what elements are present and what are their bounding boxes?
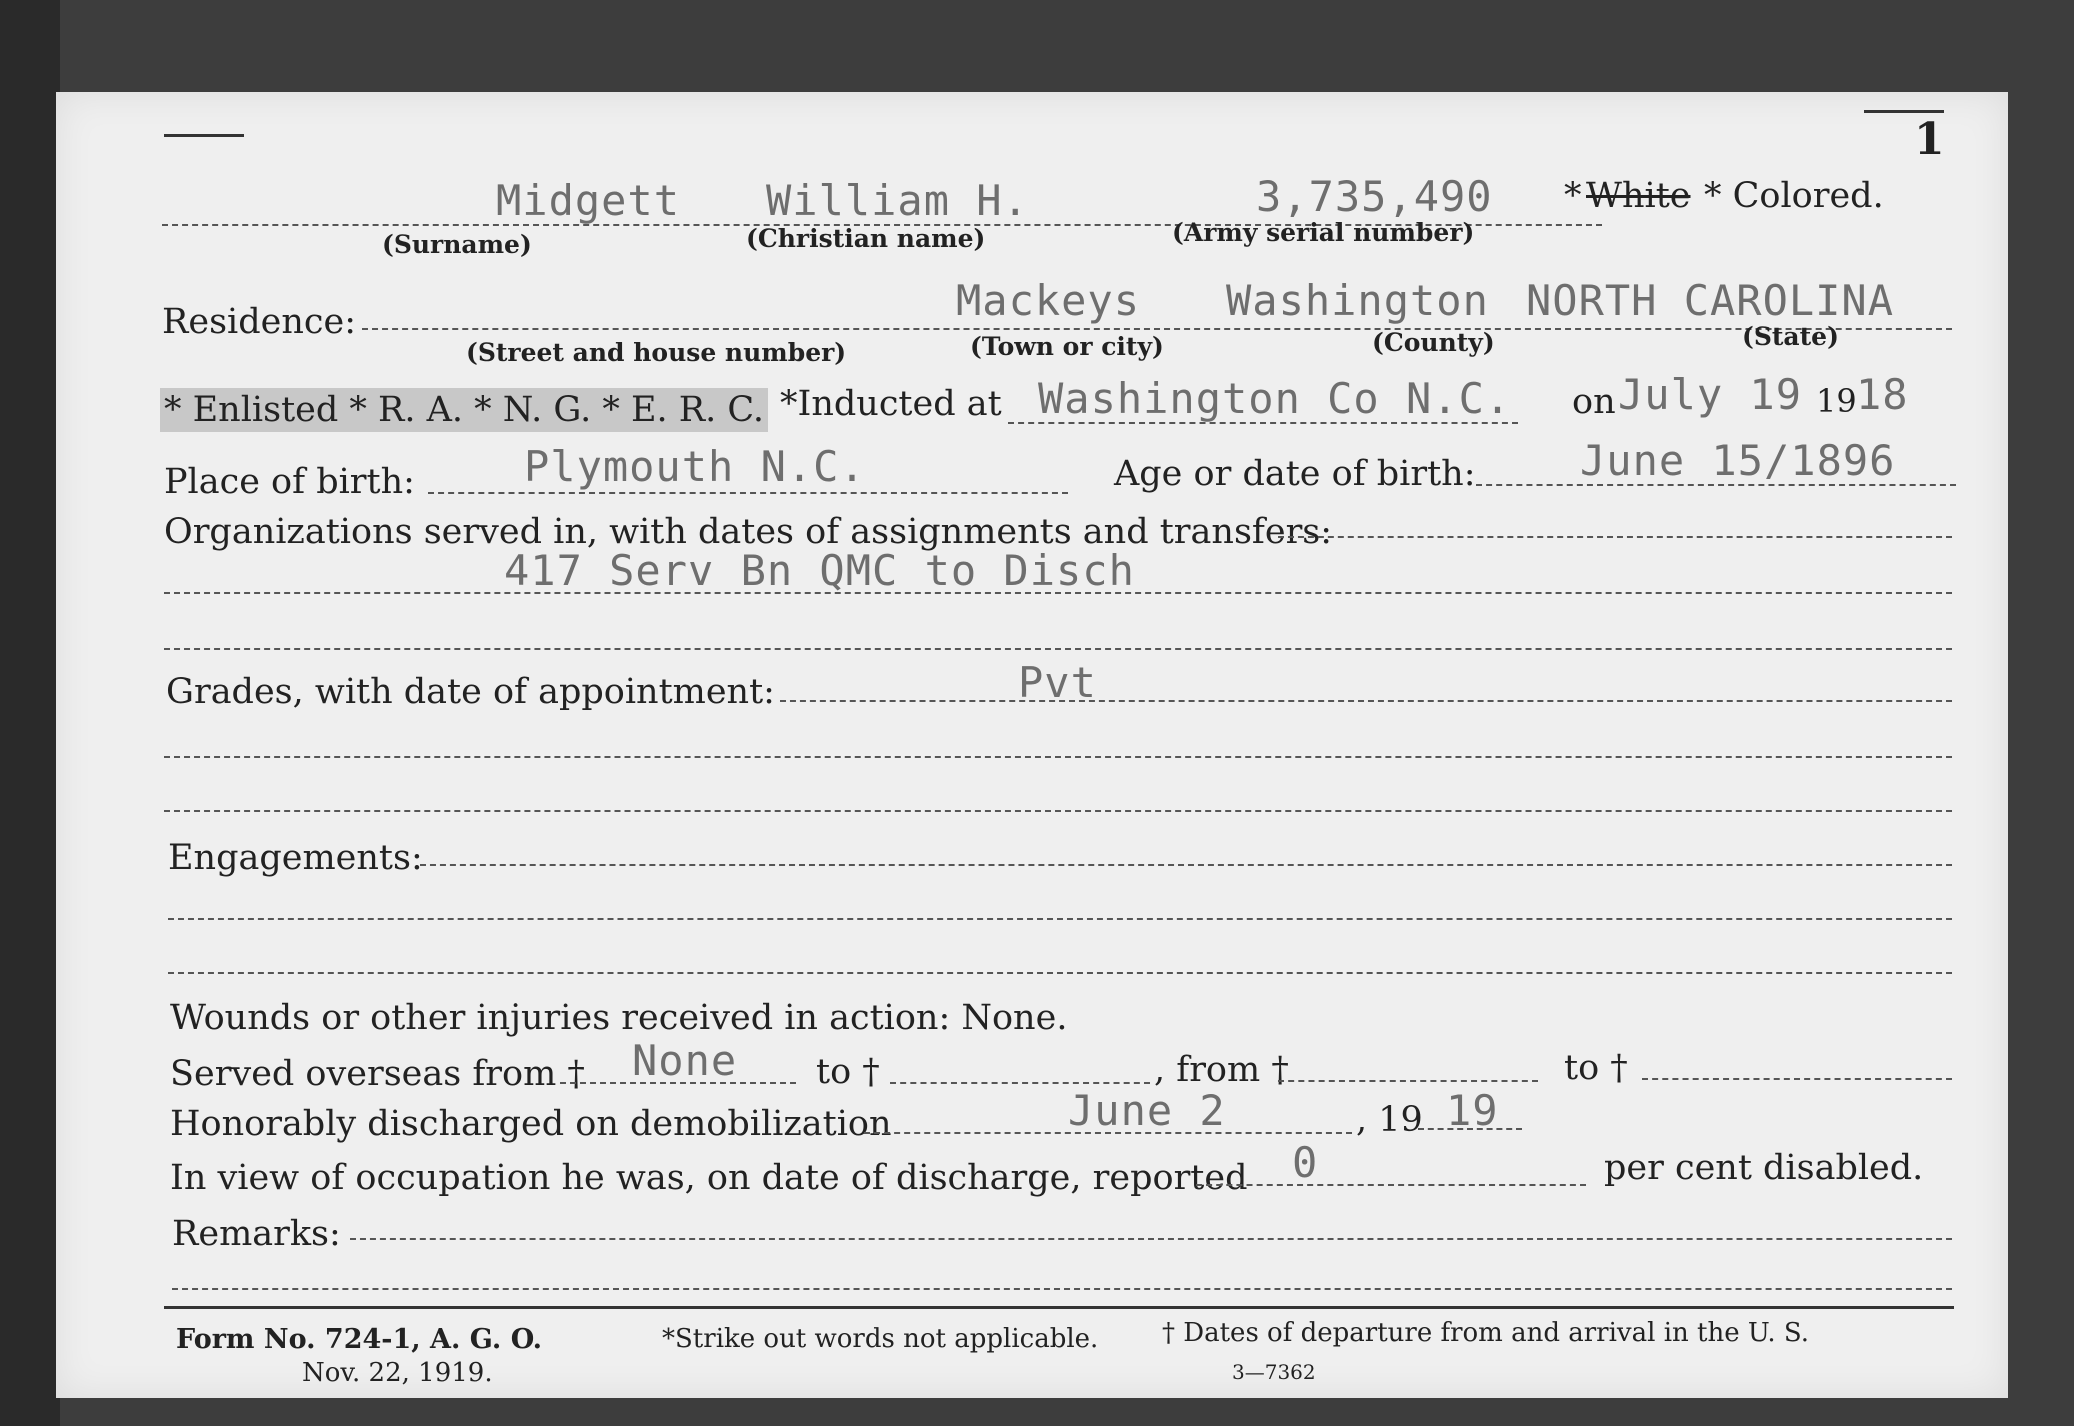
- disability-suffix: per cent disabled.: [1604, 1148, 1924, 1188]
- caption-street: (Street and house number): [466, 338, 847, 367]
- discharge-year: 19: [1446, 1086, 1499, 1135]
- residence-town: Mackeys: [956, 276, 1141, 325]
- overseas-to-label: to †: [816, 1052, 880, 1092]
- birthplace-line: [428, 492, 1068, 494]
- overseas-to2-line: [1642, 1078, 1952, 1080]
- overseas-from2-label: , from †: [1154, 1050, 1289, 1090]
- disability-line: [1196, 1184, 1586, 1186]
- race-white: White: [1586, 176, 1691, 216]
- inducted-label: *Inducted at: [780, 384, 1002, 424]
- overseas-label: Served overseas from †: [170, 1054, 585, 1094]
- discharge-year-label: , 19: [1356, 1100, 1423, 1140]
- caption-county: (County): [1372, 328, 1495, 357]
- strike-note: *Strike out words not applicable.: [662, 1324, 1099, 1354]
- inducted-year: 18: [1856, 370, 1909, 419]
- inducted-place: Washington Co N.C.: [1038, 374, 1512, 423]
- grades-value: Pvt: [1018, 658, 1097, 707]
- disability-value: 0: [1292, 1138, 1319, 1187]
- grades-line-1: [780, 700, 1952, 702]
- serial-value: 3,735,490: [1256, 172, 1493, 221]
- residence-line: [362, 328, 1952, 330]
- grades-label: Grades, with date of appointment:: [166, 672, 775, 712]
- birthdate-value: June 15/1896: [1580, 436, 1896, 485]
- dates-note: † Dates of departure from and arrival in the U. S.: [1162, 1318, 1810, 1348]
- print-code: 3—7362: [1232, 1360, 1316, 1384]
- on-label: on: [1572, 382, 1616, 422]
- engagements-label: Engagements:: [168, 838, 423, 878]
- caption-serial: (Army serial number): [1172, 218, 1475, 247]
- residence-state: NORTH CAROLINA: [1526, 276, 1895, 325]
- inducted-date: July 19: [1618, 370, 1803, 419]
- discharge-date: June 2: [1068, 1086, 1226, 1135]
- remarks-label: Remarks:: [172, 1214, 341, 1254]
- form-date: Nov. 22, 1919.: [302, 1358, 493, 1388]
- caption-state: (State): [1742, 322, 1839, 351]
- engagements-line-2: [168, 918, 1952, 920]
- surname-value: Midgett: [496, 176, 681, 225]
- residence-label: Residence:: [162, 302, 356, 342]
- caption-surname: (Surname): [382, 230, 532, 259]
- organizations-line-3: [164, 648, 1952, 650]
- scan-edge: [0, 0, 60, 1426]
- top-right-rule: [1864, 110, 1944, 113]
- grades-line-2: [164, 756, 1952, 758]
- record-card: [56, 92, 2008, 1398]
- organizations-line-1: [1278, 536, 1952, 538]
- caption-christian: (Christian name): [746, 224, 986, 253]
- overseas-from-value: None: [632, 1036, 738, 1085]
- engagements-line-1: [420, 864, 1952, 866]
- overseas-to2-label: to †: [1564, 1048, 1628, 1088]
- birthdate-label: Age or date of birth:: [1114, 454, 1476, 494]
- organizations-value: 417 Serv Bn QMC to Disch: [504, 546, 1135, 595]
- inducted-year-prefix: 19: [1816, 382, 1857, 420]
- christian-value: William H.: [766, 176, 1029, 225]
- overseas-to-line: [890, 1082, 1150, 1084]
- birthplace-value: Plymouth N.C.: [524, 442, 866, 491]
- engagements-line-3: [168, 972, 1952, 974]
- race-colored: * Colored.: [1704, 176, 1884, 216]
- birthplace-label: Place of birth:: [164, 462, 415, 502]
- race-star: *: [1564, 176, 1582, 216]
- disability-label: In view of occupation he was, on date of discharge, reported: [170, 1158, 1248, 1198]
- footer-rule: [164, 1306, 1954, 1309]
- grades-line-3: [164, 810, 1952, 812]
- form-number: Form No. 724-1, A. G. O.: [176, 1324, 543, 1355]
- enlistment-types: * Enlisted * R. A. * N. G. * E. R. C.: [160, 388, 768, 432]
- top-left-rule: [164, 134, 244, 137]
- caption-town: (Town or city): [970, 332, 1164, 361]
- organizations-label: Organizations served in, with dates of assignments and transfers:: [164, 512, 1333, 552]
- discharge-label: Honorably discharged on demobilization: [170, 1104, 892, 1144]
- residence-county: Washington: [1226, 276, 1489, 325]
- remarks-line-2: [172, 1288, 1952, 1290]
- wounds-label: Wounds or other injuries received in action: None.: [170, 998, 1068, 1038]
- card-number: 1: [1914, 114, 1945, 165]
- remarks-line-1: [350, 1238, 1952, 1240]
- overseas-from2-line: [1278, 1080, 1538, 1082]
